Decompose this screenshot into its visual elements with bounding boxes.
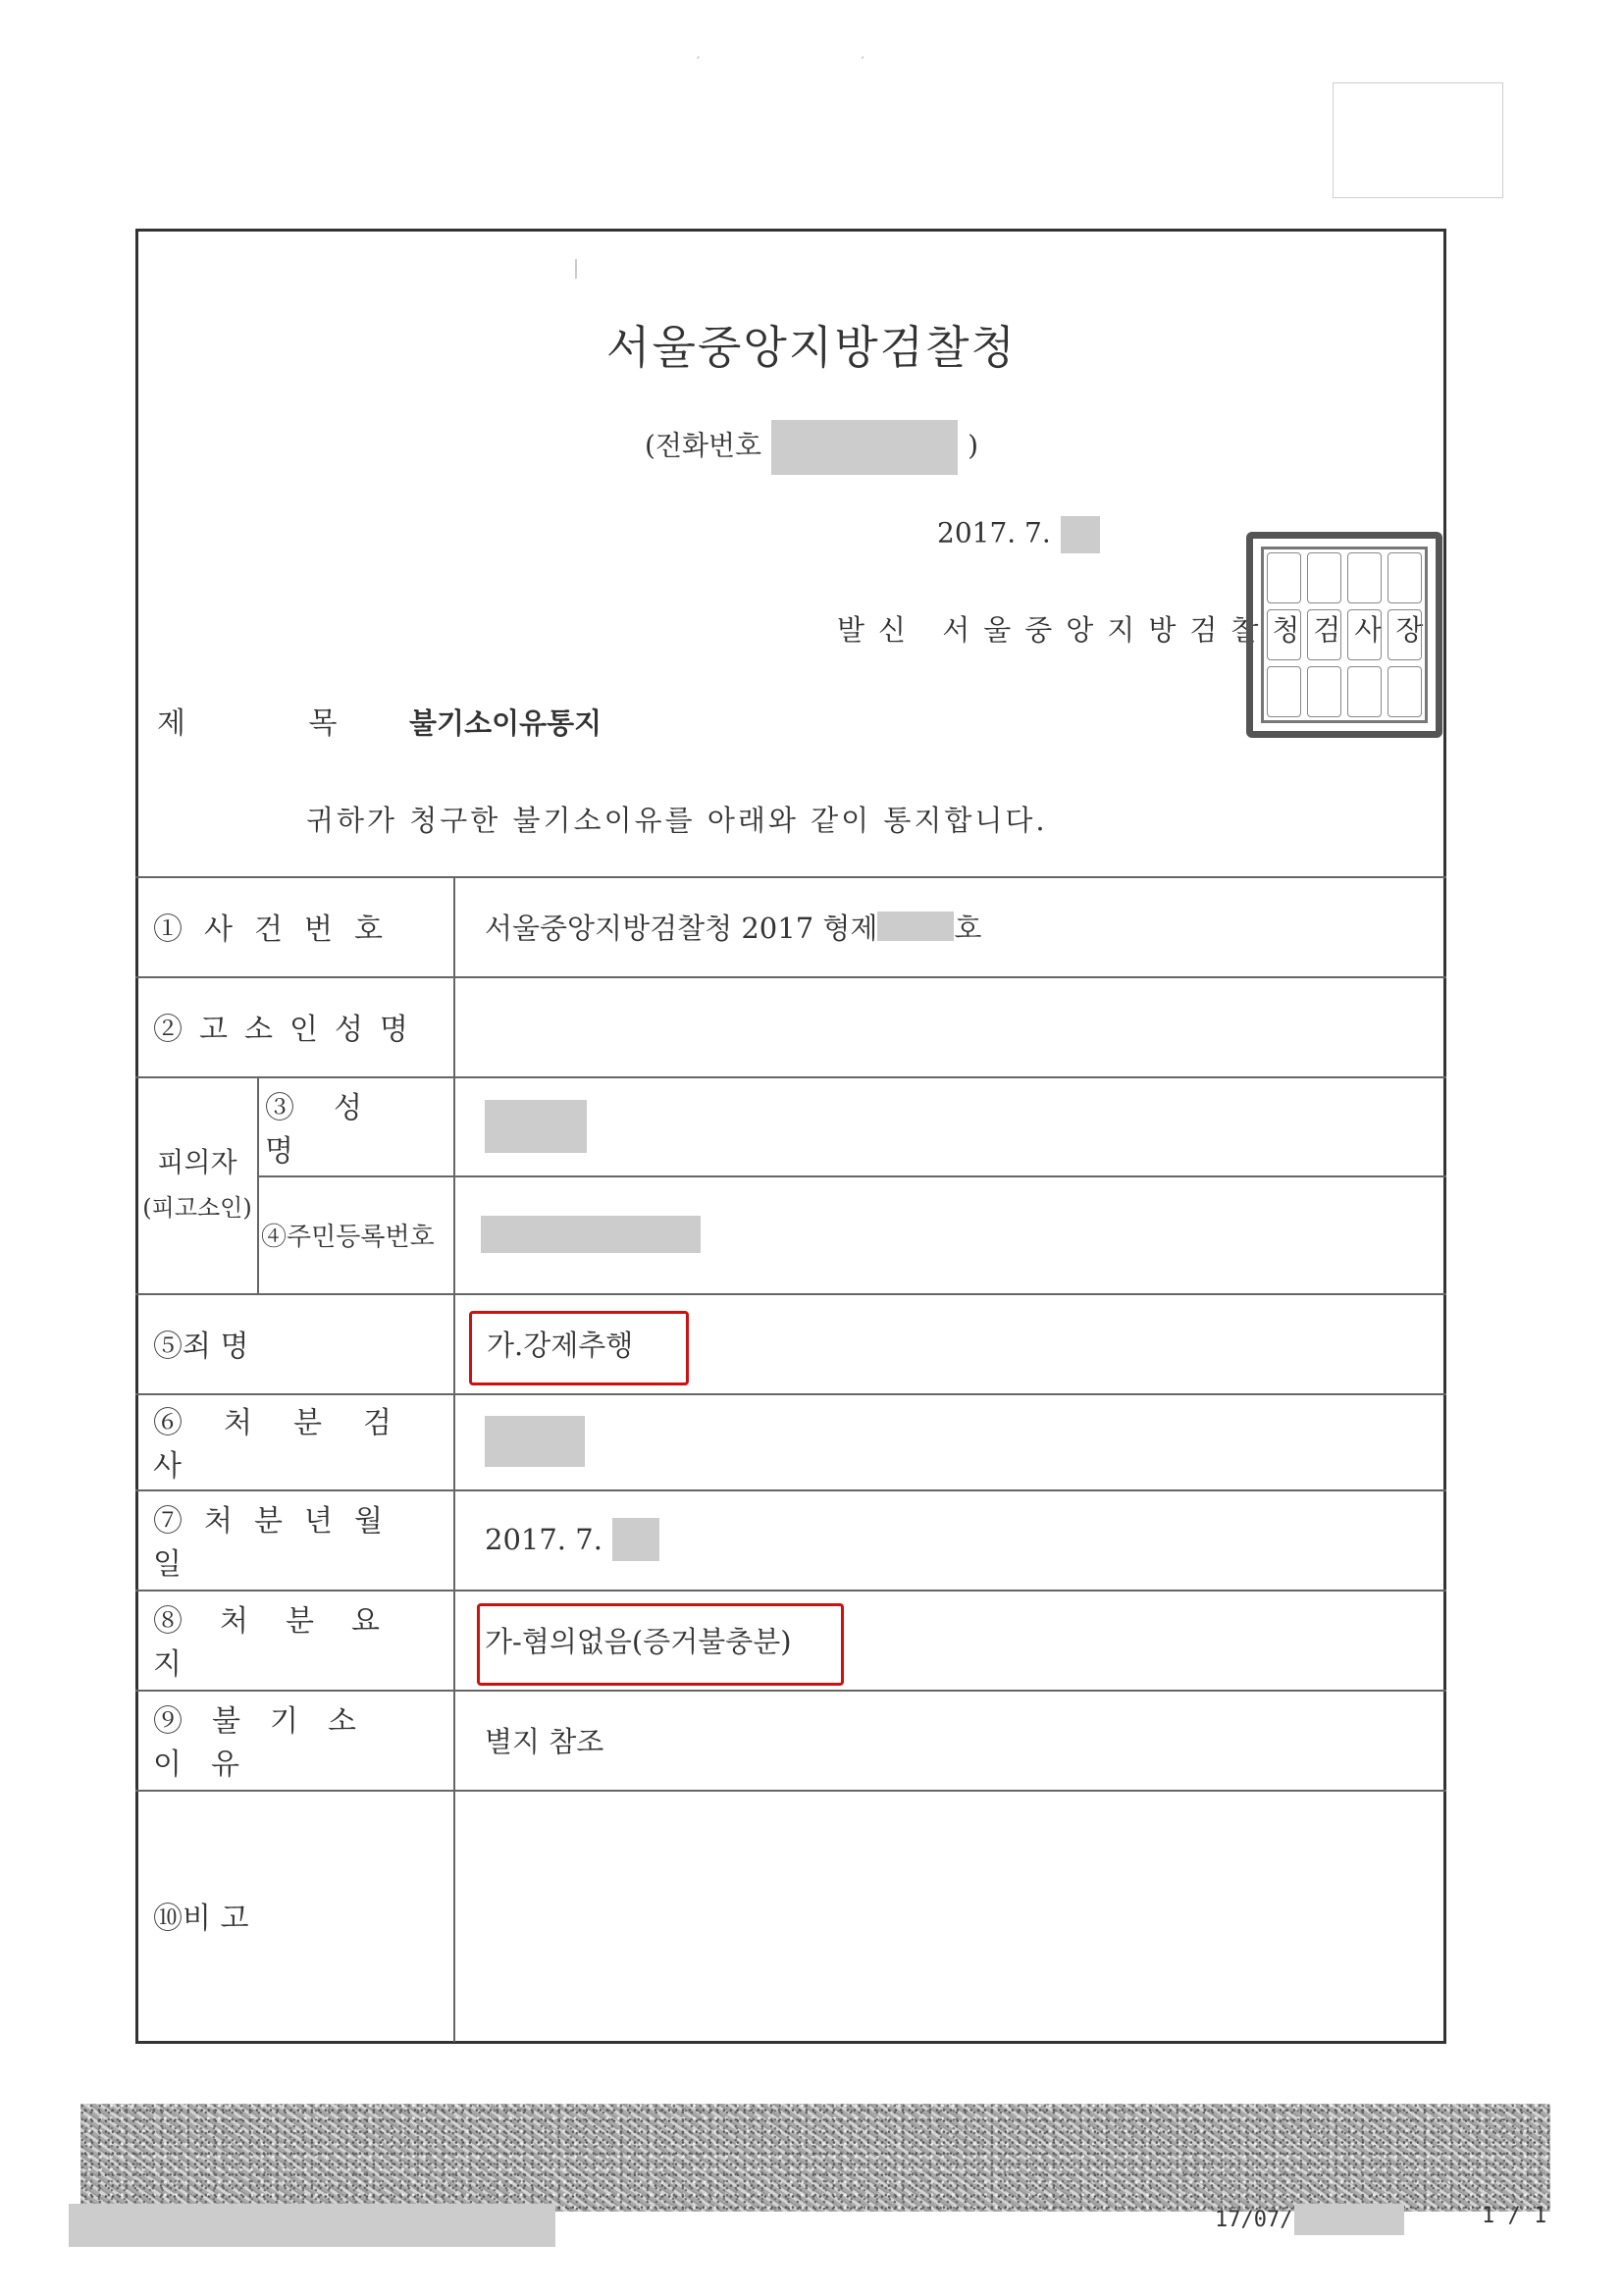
case-number-label: ①사건번호 bbox=[153, 913, 404, 947]
redacted-disposal-day bbox=[612, 1518, 659, 1561]
charge-value: 가.강제추행 bbox=[487, 1328, 634, 1362]
remarks-label: ⑩비 고 bbox=[153, 1902, 249, 1936]
case-number-prefix: 서울중앙지방검찰청 2017 형제 bbox=[485, 911, 878, 945]
notice-text: 귀하가 청구한 불기소이유를 아래와 같이 통지합니다. bbox=[306, 804, 1048, 837]
redacted-suspect-name bbox=[485, 1100, 587, 1153]
resident-number-label: ④주민등록번호 bbox=[261, 1222, 435, 1252]
label-column-divider bbox=[453, 876, 455, 2042]
prosecutor-label: ⑥처분검사 bbox=[153, 1406, 433, 1484]
phone-close: ) bbox=[968, 429, 979, 462]
redacted-phone bbox=[771, 420, 958, 475]
disposal-date-text: 2017. 7. bbox=[485, 1523, 602, 1556]
suspect-label: 피의자 bbox=[157, 1146, 237, 1178]
phone-label: (전화번호 bbox=[644, 429, 762, 462]
official-seal bbox=[1246, 532, 1442, 738]
receipt-stamp-box bbox=[1333, 82, 1503, 198]
scan-specks: ′ ′ bbox=[697, 55, 943, 71]
disposal-date-label: ⑦처분년월일 bbox=[153, 1504, 404, 1582]
charge-highlight-box bbox=[469, 1311, 689, 1385]
non-prosecution-reason-value: 별지 참조 bbox=[485, 1724, 604, 1758]
subject-label: 제 목 bbox=[157, 706, 394, 741]
footer-date-prefix: 17/07/ bbox=[1215, 2207, 1293, 2232]
redacted-prosecutor-name bbox=[485, 1416, 585, 1467]
redacted-case-number bbox=[877, 912, 954, 941]
issue-date bbox=[937, 516, 1100, 553]
agency-title: 서울중앙지방검찰청 bbox=[606, 321, 1017, 374]
issue-date-text: 2017. 7. bbox=[937, 516, 1051, 549]
charge-label: ⑤죄 명 bbox=[153, 1330, 249, 1364]
subject-line bbox=[157, 699, 602, 742]
suspect-group-divider bbox=[257, 1076, 259, 1293]
complainant-label: ②고소인성명 bbox=[153, 1013, 425, 1047]
page-number: 1 / 1 bbox=[1482, 2204, 1547, 2228]
suspect-name-value bbox=[485, 1076, 587, 1175]
case-number-value bbox=[485, 876, 981, 976]
sender-line: 발신 서울중앙지방검찰청검사장 bbox=[837, 613, 1438, 647]
disposal-gist-highlight-box bbox=[477, 1603, 844, 1686]
suspect-group-label bbox=[137, 1140, 257, 1230]
disposal-date-value bbox=[485, 1489, 659, 1590]
phone-line bbox=[0, 420, 1623, 475]
disposal-gist-label: ⑧처분요지 bbox=[153, 1604, 417, 1682]
disposal-gist-value: 가-혐의없음(증거불충분) bbox=[485, 1624, 792, 1658]
redacted-resident-number bbox=[481, 1216, 701, 1253]
prosecutor-value bbox=[485, 1393, 585, 1489]
redacted-footer-left bbox=[69, 2204, 555, 2247]
subject-value: 불기소이유통지 bbox=[409, 706, 602, 740]
accused-label: (피고소인) bbox=[142, 1194, 252, 1222]
redacted-footer-date bbox=[1294, 2204, 1404, 2235]
non-prosecution-reason-label: ⑨불기소이유 bbox=[153, 1704, 386, 1782]
case-number-suffix: 호 bbox=[954, 911, 982, 945]
resident-number-value bbox=[481, 1175, 701, 1293]
redacted-day bbox=[1061, 516, 1100, 553]
suspect-name-label: ③성 명 bbox=[265, 1090, 401, 1169]
footer-date bbox=[1215, 2204, 1404, 2235]
redacted-footer-band bbox=[80, 2104, 1550, 2212]
